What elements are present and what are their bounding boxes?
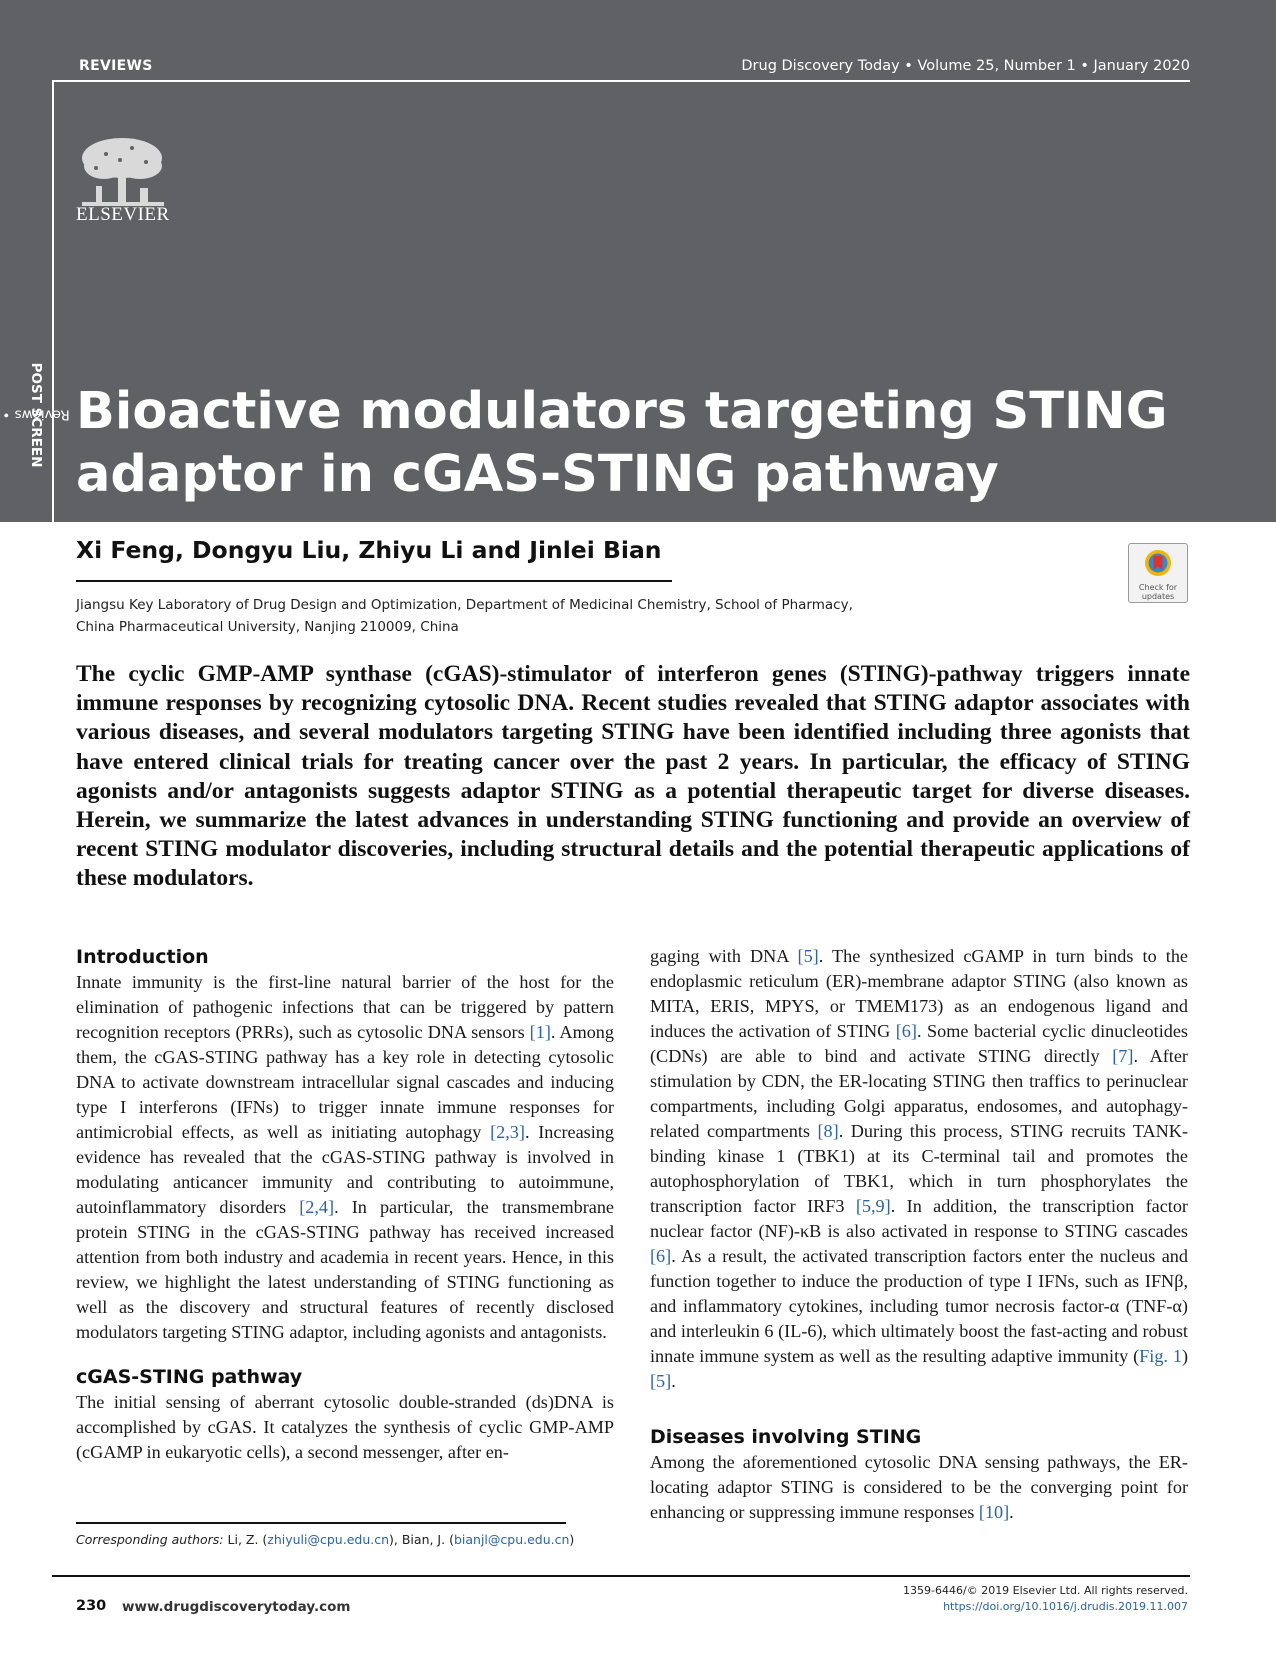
citation-link[interactable]: [6] [650,1246,672,1266]
pathway-paragraph-right: gaging with DNA [5]. The synthesized cGAMP in turn binds to the endoplasmic reticulum (ER)-membrane adaptor STING (also known as MITA, ERIS, MPYS, or TMEM173) as an endogenous ligand and induces the activation of STING [6]. Some bacterial cyclic dinucleotides (CDNs) are able to bind and activate STING directly [7]. After stimulation by CDN, the ER-locating STING then traffics to perinuclear compartments, including Golgi apparatus, endosomes, and autophagy-related compartments [8]. During this process, STING recruits TANK-binding kinase 1 (TBK1) at its C-terminal tail and promotes the autophosphorylation of TBK1, which in turn phosphorylates the transcription factor IRF3 [5,9]. In addition, the transcription factor nuclear factor (NF)-κB is also activated in response to STING cascades [6]. As a result, the activated transcription factors enter the nucleus and function together to induce the production of type I IFNs, such as IFNβ, and inflammatory cytokines, including tumor necrosis factor-α (TNF-α) and interleukin 6 (IL-6), which ultimately boost the fast-acting and robust innate immune system as well as the resulting adaptive immunity (Fig. 1) [5]. [650,946,1188,1391]
side-section-label [2,330,70,500]
footnote-label: Corresponding authors: [76,1532,224,1547]
article-title: Bioactive modulators targeting STING adaptor in cGAS-STING pathway [76,382,1168,504]
check-updates-label: Check for updates [1138,583,1178,601]
corresponding-authors-footnote: Corresponding authors: Li, Z. (zhiyuli@cpu.edu.cn), Bian, J. (bianjl@cpu.edu.cn) [76,1532,575,1547]
citation-link[interactable]: [5] [650,1371,672,1391]
introduction-paragraph: Innate immunity is the first-line natural barrier of the host for the elimination of pathogenic infections that can be triggered by pattern recognition receptors (PRRs), such as cytosolic DNA sensors [1]. Among them, the cGAS-STING pathway has a key role in detecting cytosolic DNA to activate downstream intracellular signal cascades and inducing type I interferons (IFNs) to trigger innate immune responses for antimicrobial effects, as well as initiating autophagy [2,3]. Increasing evidence has revealed that the cGAS-STING pathway is involved in modulating anticancer immunity and contributing to autoimmune, autoinflammatory disorders [2,4]. In particular, the transmembrane protein STING in the cGAS-STING pathway has received increased attention from both industry and academia in recent years. Hence, in this review, we highlight the latest understanding of STING functioning as well as the discovery and structural features of recently disclosed modulators targeting STING adaptor, including agonists and antagonists. [76,972,615,1342]
section-label: REVIEWS [79,58,153,74]
diseases-heading: Diseases involving STING [650,1426,922,1448]
citation-link[interactable]: [5] [797,946,819,966]
doi-link[interactable]: https://doi.org/10.1016/j.drudis.2019.11.007 [943,1600,1188,1613]
figure-link[interactable]: Fig. 1 [1139,1346,1182,1366]
header-rule [52,80,1190,82]
citation-link[interactable]: [10] [978,1502,1010,1522]
pathway-heading: cGAS-STING pathway [76,1366,303,1388]
citation-link[interactable]: [8] [817,1121,839,1141]
left-column [76,944,614,1465]
affiliation [76,594,936,638]
side-rule [52,80,54,522]
side-label-section: POST SCREEN [28,362,44,468]
side-label-prefix: Reviews • [2,407,70,423]
copyright-notice: 1359-6446/© 2019 Elsevier Ltd. All rights reserved. [903,1584,1188,1597]
affiliation-line-2: China Pharmaceutical University, Nanjing 210009, China [76,619,459,635]
introduction-heading: Introduction [76,946,209,968]
journal-website-link[interactable]: www.drugdiscoverytoday.com [122,1599,351,1615]
right-column [650,944,1188,1525]
pathway-paragraph-left: The initial sensing of aberrant cytosolic double-stranded (ds)DNA is accomplished by cGAS. It catalyzes the synthesis of cyclic GMP-AMP (cGAMP in eukaryotic cells), a second messenger, after en- [76,1392,614,1462]
abstract: The cyclic GMP-AMP synthase (cGAS)-stimulator of interferon genes (STING)-pathway triggers innate immune responses by recognizing cytosolic DNA. Recent studies revealed that STING adaptor associates with various diseases, and several modulators targeting STING have been identified including three agonists that have entered clinical trials for treating cancer over the past 2 years. In particular, the efficacy of STING agonists and/or antagonists suggests adaptor STING as a potential therapeutic target for diverse diseases. Herein, we summarize the latest advances in understanding STING functioning and provide an overview of recent STING modulator discoveries, including structural details and the potential therapeutic applications of these modulators. [76,661,1190,892]
copyright-block [903,1583,1188,1615]
author-list: Xi Feng, Dongyu Liu, Zhiyu Li and Jinlei Bian [76,536,662,564]
citation-link[interactable]: [5,9] [855,1196,891,1216]
author-rule [76,580,672,582]
citation-link[interactable]: [2,4] [299,1197,335,1217]
page-number: 230 [76,1598,107,1614]
citation-link[interactable]: [1] [529,1022,551,1042]
footer-rule [52,1575,1190,1577]
diseases-paragraph: Among the aforementioned cytosolic DNA sensing pathways, the ER-locating adaptor STING is considered to be the converging point for enhancing or suppressing immune responses [10]. [650,1452,1188,1522]
affiliation-line-1: Jiangsu Key Laboratory of Drug Design and Optimization, Department of Medicinal Chemistry, School of Pharmacy, [76,597,853,613]
citation-link[interactable]: [7] [1112,1046,1134,1066]
journal-info: Drug Discovery Today • Volume 25, Number 1 • January 2020 [741,58,1190,74]
email-link[interactable]: bianjl@cpu.edu.cn [453,1532,570,1547]
check-updates-icon [1143,548,1173,578]
citation-link[interactable]: [2,3] [490,1122,525,1142]
citation-link[interactable]: [6] [895,1021,917,1041]
check-for-updates-badge[interactable] [1128,543,1188,603]
email-link[interactable]: zhiyuli@cpu.edu.cn [267,1532,390,1547]
elsevier-wordmark: ELSEVIER [76,204,170,225]
footnote-rule [76,1522,566,1524]
